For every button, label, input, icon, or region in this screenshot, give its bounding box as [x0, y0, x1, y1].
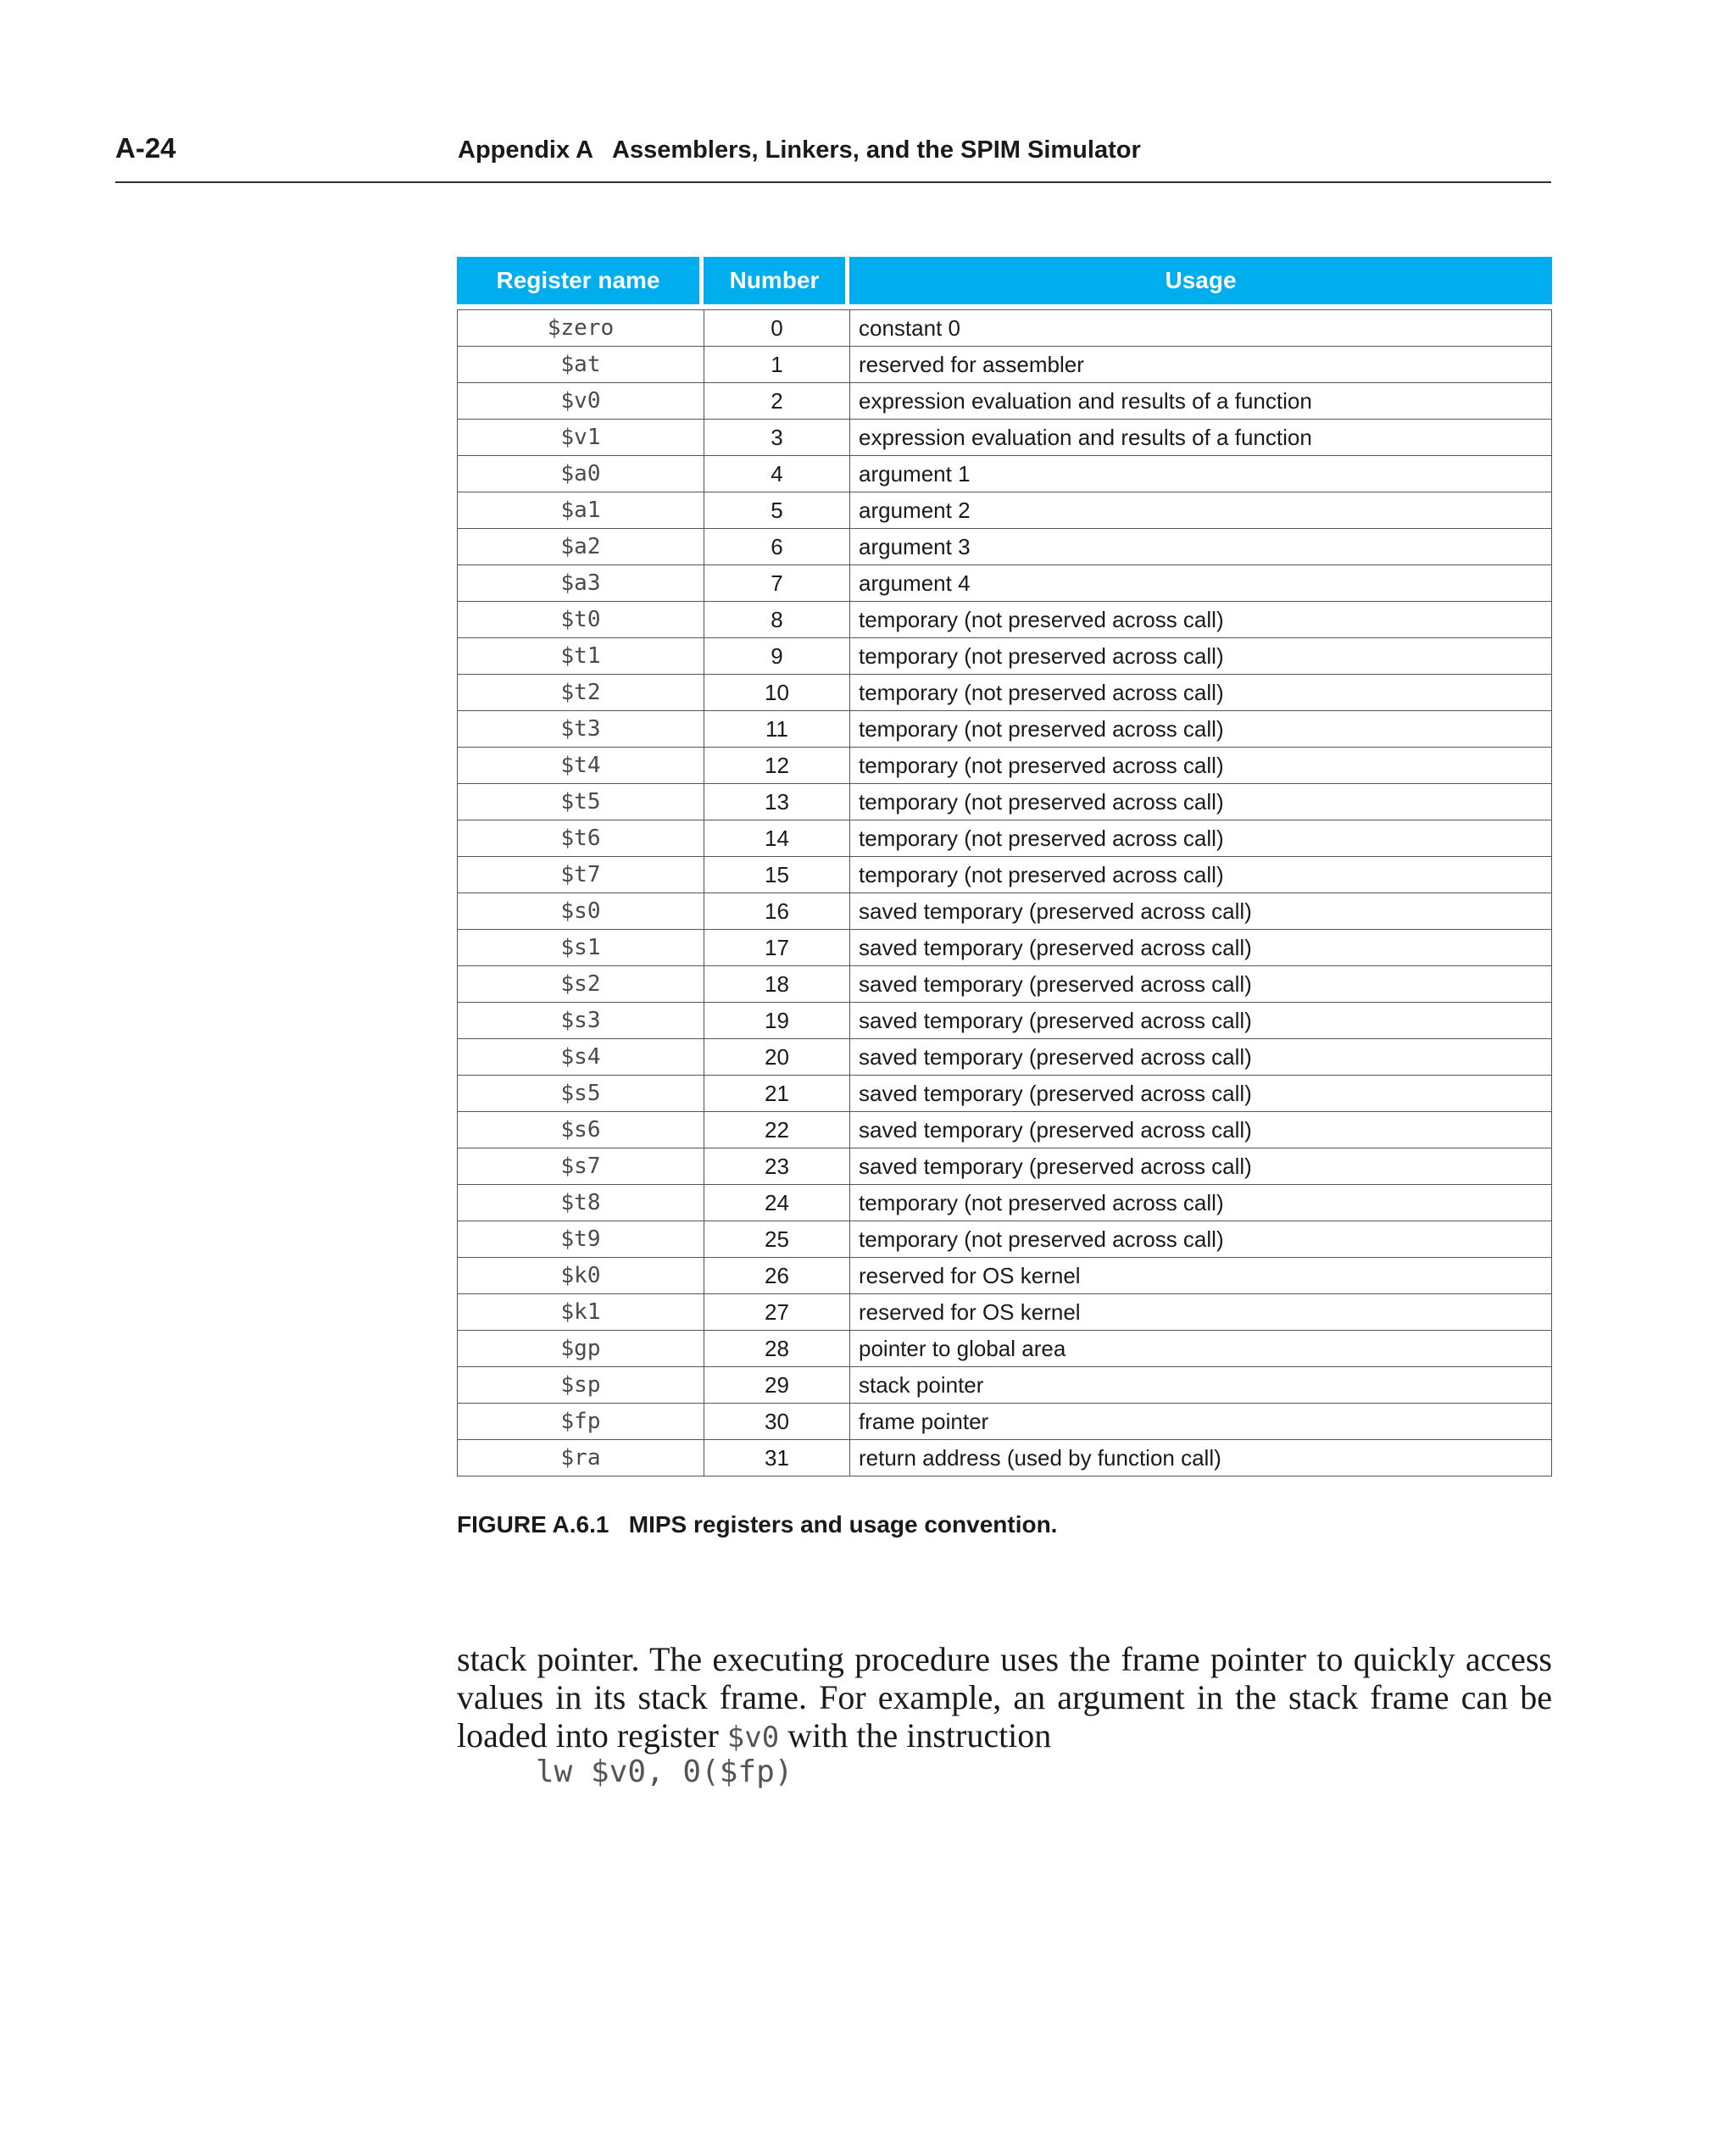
register-name-cell: $a3: [457, 564, 704, 601]
table-row: [457, 1184, 1552, 1221]
table-row: [457, 674, 1552, 710]
body-paragraph: [457, 1640, 1552, 1757]
register-number-cell: 3: [704, 419, 849, 455]
table-row: [457, 601, 1552, 637]
register-number-cell: 25: [704, 1221, 849, 1257]
register-usage-cell: saved temporary (preserved across call): [849, 1111, 1552, 1148]
register-number-cell: 1: [704, 346, 849, 382]
register-number-cell: 19: [704, 1002, 849, 1038]
running-head: Appendix A Assemblers, Linkers, and the SPIM Simulator: [458, 136, 1141, 164]
register-number-cell: 28: [704, 1330, 849, 1366]
register-name-cell: $t9: [457, 1221, 704, 1257]
register-usage-cell: temporary (not preserved across call): [849, 747, 1552, 783]
body-text-before: stack pointer. The executing procedure uses the frame pointer to quickly access values in its stack frame. For example, an argument in the stack frame can be loaded into register: [457, 1640, 1552, 1755]
table-row: [457, 1257, 1552, 1293]
register-name-cell: $sp: [457, 1366, 704, 1403]
register-number-cell: 31: [704, 1439, 849, 1476]
register-name-cell: $s2: [457, 965, 704, 1002]
inline-code: $v0: [726, 1721, 780, 1755]
table-row: [457, 1002, 1552, 1038]
register-name-cell: $t2: [457, 674, 704, 710]
register-name-cell: $a0: [457, 455, 704, 492]
register-name-cell: $v0: [457, 382, 704, 419]
register-number-cell: 15: [704, 856, 849, 893]
register-name-cell: $t3: [457, 710, 704, 747]
register-number-cell: 5: [704, 492, 849, 528]
register-number-cell: 14: [704, 820, 849, 856]
register-name-cell: $ra: [457, 1439, 704, 1476]
register-number-cell: 22: [704, 1111, 849, 1148]
table-row: [457, 710, 1552, 747]
register-name-cell: $gp: [457, 1330, 704, 1366]
register-number-cell: 0: [704, 309, 849, 346]
register-name-cell: $s1: [457, 929, 704, 965]
page-number: A-24: [115, 132, 176, 164]
table-row: [457, 856, 1552, 893]
table-body: [457, 304, 1552, 1476]
register-number-cell: 24: [704, 1184, 849, 1221]
table-row: [457, 419, 1552, 455]
table-row: [457, 1366, 1552, 1403]
register-name-cell: $t8: [457, 1184, 704, 1221]
register-usage-cell: temporary (not preserved across call): [849, 637, 1552, 674]
register-usage-cell: temporary (not preserved across call): [849, 820, 1552, 856]
table-row: [457, 1403, 1552, 1439]
table-row: [457, 1111, 1552, 1148]
table-row: [457, 346, 1552, 382]
register-usage-cell: temporary (not preserved across call): [849, 1221, 1552, 1257]
register-usage-cell: saved temporary (preserved across call): [849, 1038, 1552, 1075]
table-row: [457, 1330, 1552, 1366]
register-number-cell: 26: [704, 1257, 849, 1293]
register-usage-cell: constant 0: [849, 309, 1552, 346]
register-table: [457, 257, 1552, 1476]
table-row: [457, 1439, 1552, 1476]
register-number-cell: 4: [704, 455, 849, 492]
register-number-cell: 23: [704, 1148, 849, 1184]
register-name-cell: $k0: [457, 1257, 704, 1293]
table-row: [457, 1293, 1552, 1330]
table-row: [457, 747, 1552, 783]
column-header-usage: Usage: [849, 257, 1552, 304]
register-name-cell: $t4: [457, 747, 704, 783]
table-row: [457, 1148, 1552, 1184]
register-usage-cell: temporary (not preserved across call): [849, 856, 1552, 893]
register-usage-cell: stack pointer: [849, 1366, 1552, 1403]
register-usage-cell: return address (used by function call): [849, 1439, 1552, 1476]
table-row: [457, 528, 1552, 564]
register-name-cell: $t5: [457, 783, 704, 820]
register-number-cell: 16: [704, 893, 849, 929]
figure-caption: FIGURE A.6.1 MIPS registers and usage convention.: [457, 1511, 1058, 1538]
page-header: [115, 127, 1551, 183]
register-usage-cell: pointer to global area: [849, 1330, 1552, 1366]
body-text-after: with the instruction: [779, 1716, 1052, 1755]
register-number-cell: 21: [704, 1075, 849, 1111]
register-number-cell: 9: [704, 637, 849, 674]
register-name-cell: $v1: [457, 419, 704, 455]
register-usage-cell: reserved for OS kernel: [849, 1257, 1552, 1293]
register-number-cell: 29: [704, 1366, 849, 1403]
register-usage-cell: saved temporary (preserved across call): [849, 893, 1552, 929]
register-name-cell: $a2: [457, 528, 704, 564]
register-usage-cell: argument 2: [849, 492, 1552, 528]
register-name-cell: $s7: [457, 1148, 704, 1184]
register-number-cell: 7: [704, 564, 849, 601]
register-name-cell: $t1: [457, 637, 704, 674]
table-row: [457, 492, 1552, 528]
register-name-cell: $a1: [457, 492, 704, 528]
register-usage-cell: temporary (not preserved across call): [849, 1184, 1552, 1221]
register-name-cell: $s5: [457, 1075, 704, 1111]
table-row: [457, 637, 1552, 674]
register-name-cell: $t6: [457, 820, 704, 856]
register-usage-cell: temporary (not preserved across call): [849, 674, 1552, 710]
register-usage-cell: argument 3: [849, 528, 1552, 564]
register-number-cell: 18: [704, 965, 849, 1002]
register-usage-cell: expression evaluation and results of a function: [849, 382, 1552, 419]
register-name-cell: $s6: [457, 1111, 704, 1148]
register-usage-cell: saved temporary (preserved across call): [849, 1075, 1552, 1111]
register-usage-cell: expression evaluation and results of a function: [849, 419, 1552, 455]
table-row: [457, 309, 1552, 346]
register-usage-cell: saved temporary (preserved across call): [849, 1002, 1552, 1038]
code-example: lw $v0, 0($fp): [536, 1755, 793, 1789]
register-name-cell: $at: [457, 346, 704, 382]
register-name-cell: $s4: [457, 1038, 704, 1075]
table-row: [457, 455, 1552, 492]
register-usage-cell: argument 4: [849, 564, 1552, 601]
table-row: [457, 820, 1552, 856]
register-usage-cell: saved temporary (preserved across call): [849, 929, 1552, 965]
table-row: [457, 1075, 1552, 1111]
register-usage-cell: saved temporary (preserved across call): [849, 965, 1552, 1002]
register-number-cell: 11: [704, 710, 849, 747]
register-number-cell: 2: [704, 382, 849, 419]
register-usage-cell: temporary (not preserved across call): [849, 783, 1552, 820]
register-name-cell: $s3: [457, 1002, 704, 1038]
table-row: [457, 564, 1552, 601]
register-name-cell: $s0: [457, 893, 704, 929]
register-usage-cell: temporary (not preserved across call): [849, 710, 1552, 747]
register-number-cell: 8: [704, 601, 849, 637]
register-name-cell: $t0: [457, 601, 704, 637]
table-row: [457, 965, 1552, 1002]
table-row: [457, 1221, 1552, 1257]
register-usage-cell: saved temporary (preserved across call): [849, 1148, 1552, 1184]
register-usage-cell: argument 1: [849, 455, 1552, 492]
register-number-cell: 13: [704, 783, 849, 820]
table-header-row: [457, 257, 1552, 304]
register-number-cell: 17: [704, 929, 849, 965]
register-usage-cell: temporary (not preserved across call): [849, 601, 1552, 637]
column-header-register-name: Register name: [457, 257, 704, 304]
register-number-cell: 27: [704, 1293, 849, 1330]
table-row: [457, 382, 1552, 419]
register-number-cell: 12: [704, 747, 849, 783]
table-row: [457, 1038, 1552, 1075]
register-number-cell: 20: [704, 1038, 849, 1075]
register-number-cell: 6: [704, 528, 849, 564]
register-usage-cell: reserved for OS kernel: [849, 1293, 1552, 1330]
register-usage-cell: reserved for assembler: [849, 346, 1552, 382]
table-row: [457, 783, 1552, 820]
register-number-cell: 10: [704, 674, 849, 710]
register-usage-cell: frame pointer: [849, 1403, 1552, 1439]
column-header-number: Number: [704, 257, 849, 304]
table-row: [457, 893, 1552, 929]
register-name-cell: $k1: [457, 1293, 704, 1330]
register-number-cell: 30: [704, 1403, 849, 1439]
register-name-cell: $zero: [457, 309, 704, 346]
register-name-cell: $t7: [457, 856, 704, 893]
register-name-cell: $fp: [457, 1403, 704, 1439]
table-row: [457, 929, 1552, 965]
